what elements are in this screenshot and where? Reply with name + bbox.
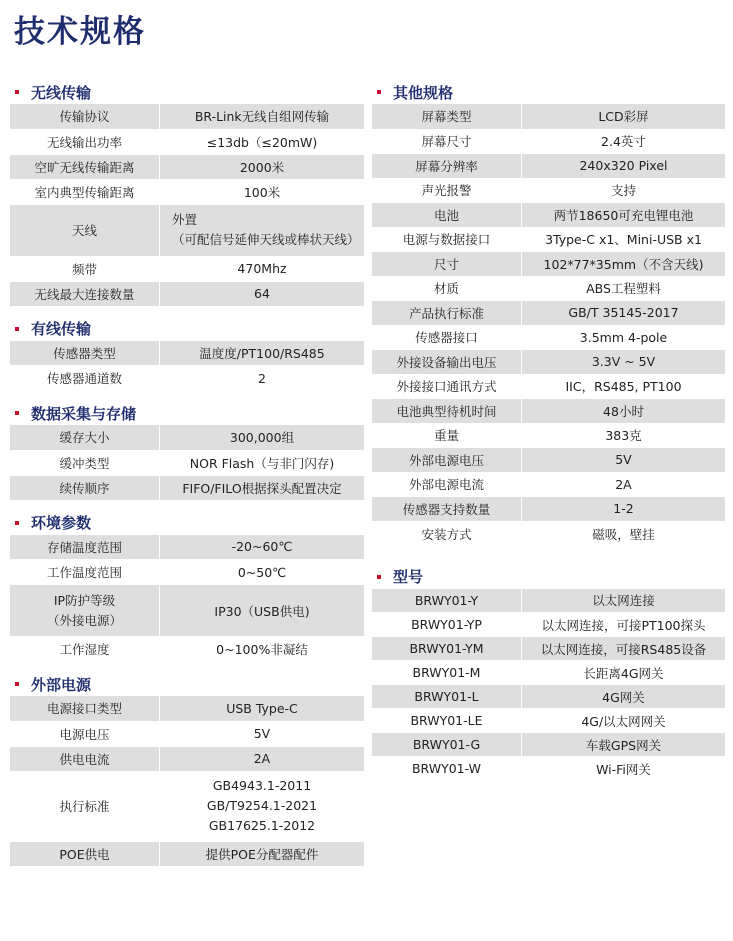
spec-label: 外接接口通讯方式 <box>372 374 522 398</box>
table-row <box>372 757 725 781</box>
spec-value: 支持 <box>522 178 726 202</box>
table-row <box>372 447 725 472</box>
spec-label-line: IP防护等级 <box>53 592 116 608</box>
spec-value: 2.4英寸 <box>522 129 726 153</box>
section-heading-other <box>372 80 725 104</box>
spec-value-line: 外置 <box>172 212 198 227</box>
spec-label: 执行标准 <box>10 771 160 841</box>
table-row <box>372 423 725 447</box>
section-title: 数据采集与存储 <box>31 404 137 423</box>
model-description: 长距离4G网关 <box>522 661 726 685</box>
spec-label: 外接设备输出电压 <box>372 349 522 374</box>
spec-label: 传感器通道数 <box>10 366 160 391</box>
spec-label: 传输协议 <box>10 104 160 129</box>
spec-value: 383克 <box>522 423 726 447</box>
right-column <box>372 80 725 791</box>
spec-value: ≤13db（≤20mW) <box>160 129 365 154</box>
model-code: BRWY01-L <box>372 685 522 709</box>
spec-label: 外部电源电压 <box>372 447 522 472</box>
spec-value <box>160 204 365 256</box>
table-row <box>372 496 725 521</box>
spec-label: 供电电流 <box>10 746 160 771</box>
spec-value: 3.5mm 4-pole <box>522 325 726 349</box>
bullet-icon <box>15 682 19 686</box>
wireless-spec-table <box>10 104 364 307</box>
table-row <box>372 398 725 423</box>
table-row <box>10 129 364 154</box>
section-title: 环境参数 <box>31 514 92 532</box>
spec-label: 缓存大小 <box>10 425 160 450</box>
table-row <box>10 256 364 281</box>
storage-spec-table <box>10 425 364 501</box>
spec-label: 无线输出功率 <box>10 129 160 154</box>
spec-value: NOR Flash（与非门闪存) <box>160 450 365 475</box>
spec-label <box>10 585 160 637</box>
spec-value: 提供POE分配器配件 <box>160 841 365 866</box>
bullet-icon <box>377 575 381 579</box>
table-row <box>10 637 364 662</box>
spec-value: 0~100%非凝结 <box>160 637 365 662</box>
spec-value: 0~50℃ <box>160 560 365 585</box>
spec-value: 3.3V ~ 5V <box>522 349 726 374</box>
table-row <box>10 450 364 475</box>
bullet-icon <box>377 90 381 94</box>
model-code: BRWY01-M <box>372 661 522 685</box>
section-heading-wireless <box>10 80 364 104</box>
spec-label: 电源电压 <box>10 721 160 746</box>
spec-value: 温度度/PT100/RS485 <box>160 341 365 366</box>
spec-value: IIC，RS485, PT100 <box>522 374 726 398</box>
table-row <box>10 696 364 721</box>
spec-value-line: （可配信号延伸天线或棒状天线） <box>172 232 360 247</box>
wired-spec-table <box>10 341 364 392</box>
table-row <box>372 733 725 757</box>
model-description: 4G/以太网网关 <box>522 709 726 733</box>
spec-label: 声光报警 <box>372 178 522 202</box>
spec-value: LCD彩屏 <box>522 104 726 129</box>
spec-label: 产品执行标准 <box>372 300 522 325</box>
power-spec-table <box>10 696 364 867</box>
spec-label: 屏幕尺寸 <box>372 129 522 153</box>
table-row <box>372 661 725 685</box>
spec-label: 屏幕分辨率 <box>372 153 522 178</box>
model-description: 4G网关 <box>522 685 726 709</box>
model-description: Wi-Fi网关 <box>522 757 726 781</box>
table-row <box>372 227 725 251</box>
bullet-icon <box>15 327 19 331</box>
section-title: 其他规格 <box>393 83 454 102</box>
table-row <box>372 178 725 202</box>
model-description: 以太网连接 <box>522 589 726 613</box>
spec-value: 2 <box>160 366 365 391</box>
spec-label: 续传顺序 <box>10 475 160 500</box>
other-spec-table <box>372 104 725 547</box>
spec-value: 磁吸，壁挂 <box>522 521 726 546</box>
table-row <box>372 637 725 661</box>
section-title: 外部电源 <box>31 675 92 694</box>
table-row <box>10 425 364 450</box>
spec-label: 传感器类型 <box>10 341 160 366</box>
spec-label: 屏幕类型 <box>372 104 522 129</box>
spec-label: 尺寸 <box>372 251 522 276</box>
table-row <box>372 202 725 227</box>
spec-value: GB/T 35145-2017 <box>522 300 726 325</box>
spec-label: 外部电源电流 <box>372 472 522 496</box>
table-row <box>10 771 364 841</box>
spec-label: 传感器接口 <box>372 325 522 349</box>
table-row <box>372 613 725 637</box>
spec-value-line: GB/T9254.1-2021 <box>206 798 318 813</box>
spec-value-line: GB17625.1-2012 <box>208 818 316 833</box>
table-row <box>10 535 364 560</box>
section-heading-storage <box>10 401 364 425</box>
model-code: BRWY01-LE <box>372 709 522 733</box>
table-row <box>10 721 364 746</box>
table-row <box>10 585 364 637</box>
page-title: 技术规格 <box>14 14 146 50</box>
spec-value: BR-Link无线自组网传输 <box>160 104 365 129</box>
spec-label: 工作湿度 <box>10 637 160 662</box>
table-row <box>10 841 364 866</box>
section-heading-wired <box>10 317 364 341</box>
spec-label: 材质 <box>372 276 522 300</box>
spec-value: 2A <box>522 472 726 496</box>
table-row <box>10 560 364 585</box>
spec-label: 频带 <box>10 256 160 281</box>
table-row <box>10 475 364 500</box>
table-row <box>372 589 725 613</box>
section-title: 无线传输 <box>31 83 92 102</box>
table-row <box>372 153 725 178</box>
table-row <box>372 300 725 325</box>
table-row <box>10 204 364 256</box>
spec-value: 100米 <box>160 179 365 204</box>
table-row <box>10 366 364 391</box>
spec-value: 2000米 <box>160 154 365 179</box>
spec-label: 电源与数据接口 <box>372 227 522 251</box>
spec-value: 300,000组 <box>160 425 365 450</box>
table-row <box>372 251 725 276</box>
environment-spec-table <box>10 535 364 663</box>
table-row <box>10 104 364 129</box>
spec-value: 102*77*35mm（不含天线) <box>522 251 726 276</box>
table-row <box>10 746 364 771</box>
spec-label: POE供电 <box>10 841 160 866</box>
spec-value: 5V <box>522 447 726 472</box>
table-row <box>372 472 725 496</box>
spec-value-line: GB4943.1-2011 <box>212 778 312 793</box>
section-heading-models <box>372 565 725 589</box>
section-heading-environment <box>10 511 364 535</box>
spec-label: 工作温度范围 <box>10 560 160 585</box>
spec-value: -20~60℃ <box>160 535 365 560</box>
left-column <box>10 80 364 877</box>
spec-label: 缓冲类型 <box>10 450 160 475</box>
table-row <box>10 154 364 179</box>
table-row <box>372 709 725 733</box>
spec-label: 空旷无线传输距离 <box>10 154 160 179</box>
model-description: 车载GPS网关 <box>522 733 726 757</box>
spec-value: 64 <box>160 281 365 306</box>
spec-label: 存储温度范围 <box>10 535 160 560</box>
model-description: 以太网连接，可接RS485设备 <box>522 637 726 661</box>
section-heading-power <box>10 672 364 696</box>
spec-label-line: （外接电源） <box>46 612 122 628</box>
spec-value: 3Type-C x1、Mini-USB x1 <box>522 227 726 251</box>
table-row <box>372 349 725 374</box>
spec-value: FIFO/FILO根据探头配置决定 <box>160 475 365 500</box>
bullet-icon <box>15 411 19 415</box>
spec-label: 电池 <box>372 202 522 227</box>
table-row <box>372 276 725 300</box>
spec-label: 室内典型传输距离 <box>10 179 160 204</box>
table-row <box>372 521 725 546</box>
model-code: BRWY01-YP <box>372 613 522 637</box>
spec-label: 重量 <box>372 423 522 447</box>
model-code: BRWY01-YM <box>372 637 522 661</box>
spec-value: IP30（USB供电) <box>160 585 365 637</box>
spec-value: 240x320 Pixel <box>522 153 726 178</box>
spec-label: 电源接口类型 <box>10 696 160 721</box>
spec-label: 电池典型待机时间 <box>372 398 522 423</box>
spec-label: 无线最大连接数量 <box>10 281 160 306</box>
spec-value: 2A <box>160 746 365 771</box>
table-row <box>372 325 725 349</box>
spec-value: 1-2 <box>522 496 726 521</box>
table-row <box>10 179 364 204</box>
spec-label: 天线 <box>10 204 160 256</box>
spec-value <box>160 771 365 841</box>
model-code: BRWY01-Y <box>372 589 522 613</box>
spec-value: 470Mhz <box>160 256 365 281</box>
table-row <box>372 685 725 709</box>
spec-value: ABS工程塑料 <box>522 276 726 300</box>
model-table <box>372 589 725 782</box>
bullet-icon <box>15 521 19 525</box>
spec-value: 5V <box>160 721 365 746</box>
section-title: 型号 <box>393 568 424 586</box>
model-code: BRWY01-W <box>372 757 522 781</box>
spec-label: 传感器支持数量 <box>372 496 522 521</box>
table-row <box>372 104 725 129</box>
section-title: 有线传输 <box>31 320 92 338</box>
table-row <box>372 374 725 398</box>
model-description: 以太网连接，可接PT100探头 <box>522 613 726 637</box>
spec-value: 48小时 <box>522 398 726 423</box>
spec-value: USB Type-C <box>160 696 365 721</box>
table-row <box>372 129 725 153</box>
spec-value: 两节18650可充电锂电池 <box>522 202 726 227</box>
spec-label: 安装方式 <box>372 521 522 546</box>
bullet-icon <box>15 90 19 94</box>
table-row <box>10 341 364 366</box>
table-row <box>10 281 364 306</box>
model-code: BRWY01-G <box>372 733 522 757</box>
